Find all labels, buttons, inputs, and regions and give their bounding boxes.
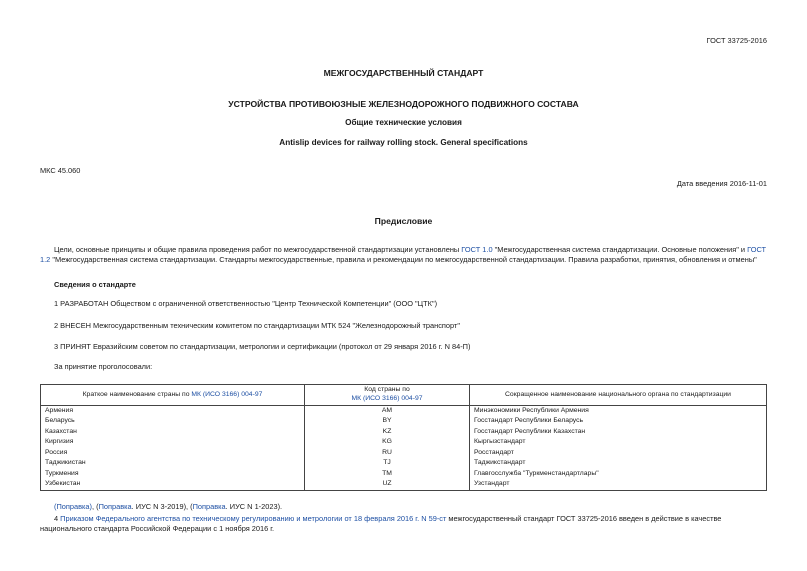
agreement-table — [40, 384, 767, 491]
cell-code: KG — [305, 438, 470, 449]
table-row — [41, 459, 767, 470]
cell-country: Казахстан — [41, 427, 305, 438]
cell-country: Киргизия — [41, 438, 305, 449]
amendment-text-2: . ИУС N 3-2019), ( — [131, 502, 193, 511]
cell-body: Минэкономики Республики Армения — [470, 406, 767, 417]
cell-country: Россия — [41, 448, 305, 459]
cell-body: Госстандарт Республики Казахстан — [470, 427, 767, 438]
item-1: 1 РАЗРАБОТАН Обществом с ограниченной ответственностью "Центр Технической Компетенции" (ООО "ЦТК") — [54, 299, 438, 308]
cell-code: UZ — [305, 480, 470, 491]
item-3: 3 ПРИНЯТ Евразийским советом по стандартизации, метрологии и сертификации (протокол от 29 января 2016 г. N 84-П) — [54, 342, 471, 351]
table-row — [41, 448, 767, 459]
cell-country: Армения — [41, 406, 305, 417]
cell-code: KZ — [305, 427, 470, 438]
table-row — [41, 427, 767, 438]
cell-code: RU — [305, 448, 470, 459]
mk-iso-link[interactable]: МК (ИСО 3166) 004-97 — [191, 390, 263, 398]
amendment-link-3[interactable]: Поправка — [192, 502, 226, 511]
cell-country: Туркмения — [41, 469, 305, 480]
amendment-link-2[interactable]: Поправка — [98, 502, 132, 511]
table-row — [41, 469, 767, 480]
header-body: Сокращенное наименование национального органа по стандартизации — [470, 385, 767, 406]
table-row — [41, 406, 767, 417]
cell-body: Главгосслужба "Туркменстандартлары" — [470, 469, 767, 480]
gost-1-2-link[interactable]: ГОСТ 1.2 — [40, 245, 767, 264]
amendment-link-1[interactable]: (Поправка) — [54, 502, 92, 511]
intro-text-1: Цели, основные принципы и общие правила проведения работ по межгосударственной стандартизации установлены — [54, 245, 462, 254]
item-4-text: межгосударственный стандарт ГОСТ 33725-2016 введен в действие в качестве национального стандарта Российской Федерации с 1 ноября 2016 г. — [40, 514, 722, 533]
table-row — [41, 417, 767, 428]
cell-country: Узбекистан — [41, 480, 305, 491]
mk-iso-code-link[interactable]: МК (ИСО 3166) 004-97 — [351, 395, 423, 402]
cell-code: AM — [305, 406, 470, 417]
intro-text-3: "Межгосударственная система стандартизации. Стандарты межгосударственные, правила и рекомендации по межгосударственной стандартизации. Правила разработки, принятия, обновления и отмены" — [50, 254, 757, 264]
voted-label: За принятие проголосовали: — [54, 362, 153, 371]
order-link[interactable]: Приказом Федерального агентства по техническому регулированию и метрологии от 18 февраля 2016 г. N 59-ст — [60, 514, 447, 523]
table-row — [41, 438, 767, 449]
cell-body: Росстандарт — [470, 448, 767, 459]
header-code-text: Код страны по — [364, 386, 410, 394]
amendment-sep: , ( — [92, 502, 99, 511]
table-row — [41, 480, 767, 491]
mks-code: МКС 45.060 — [40, 166, 81, 175]
standard-name-en: Antislip devices for railway rolling stock. General specifications — [279, 138, 528, 147]
cell-code: TJ — [305, 459, 470, 470]
intro-text-2: "Межгосударственная система стандартизации. Основные положения" и — [492, 245, 748, 254]
gost-1-0-link[interactable]: ГОСТ 1.0 — [461, 245, 493, 254]
cell-country: Таджикистан — [41, 459, 305, 470]
standard-subtitle: Общие технические условия — [345, 118, 462, 127]
cell-body: Госстандарт Республики Беларусь — [470, 417, 767, 428]
table-header-row — [41, 385, 767, 406]
amendment-text-3: . ИУС N 1-2023). — [225, 502, 283, 511]
foreword-intro — [40, 245, 767, 264]
intro-date: Дата введения 2016-11-01 — [676, 179, 767, 188]
header-country — [41, 385, 305, 406]
standard-name-ru: УСТРОЙСТВА ПРОТИВОЮЗНЫЕ ЖЕЛЕЗНОДОРОЖНОГО ПОДВИЖНОГО СОСТАВА — [228, 99, 579, 109]
item-4-number: 4 — [54, 514, 61, 523]
header-code — [305, 385, 470, 406]
info-heading: Сведения о стандарте — [54, 280, 136, 289]
doc-code: ГОСТ 33725-2016 — [706, 36, 767, 45]
cell-code: BY — [305, 417, 470, 428]
header-country-text: Краткое наименование страны по — [82, 390, 192, 398]
cell-country: Беларусь — [41, 417, 305, 428]
cell-code: TM — [305, 469, 470, 480]
amendments-line — [54, 502, 767, 512]
item-2: 2 ВНЕСЕН Межгосударственным техническим комитетом по стандартизации МТК 524 "Железнодорожный транспорт" — [54, 321, 460, 330]
foreword-heading: Предисловие — [374, 216, 433, 226]
cell-body: Кыргызстандарт — [470, 438, 767, 449]
item-4 — [40, 514, 767, 533]
standard-type: МЕЖГОСУДАРСТВЕННЫЙ СТАНДАРТ — [323, 68, 484, 78]
cell-body: Узстандарт — [470, 480, 767, 491]
cell-body: Таджикстандарт — [470, 459, 767, 470]
